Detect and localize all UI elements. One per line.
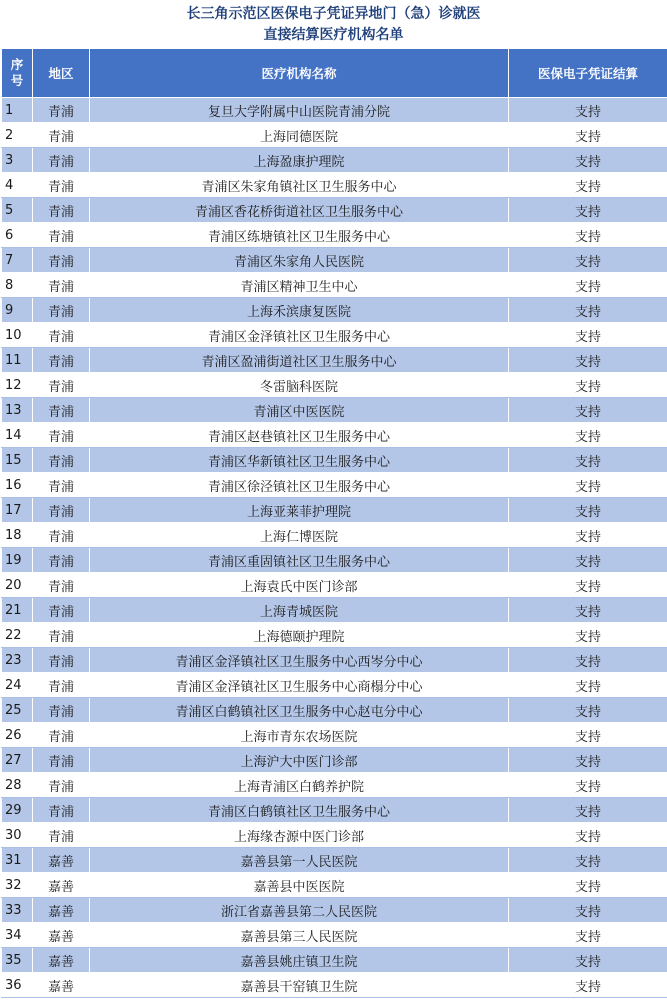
row-region: 青浦: [33, 698, 90, 723]
header-index-line-2: 号: [10, 73, 24, 88]
row-number: 14: [2, 423, 33, 448]
row-settlement-status: 支持: [509, 173, 667, 198]
row-number: 29: [2, 798, 33, 823]
row-number: 32: [2, 873, 33, 898]
row-institution-name: 上海市青东农场医院: [90, 723, 509, 748]
row-number: 1: [2, 98, 33, 123]
row-number: 21: [2, 598, 33, 623]
row-number: 23: [2, 648, 33, 673]
table-row: [2, 698, 667, 723]
row-institution-name: 上海禾滨康复医院: [90, 298, 509, 323]
row-institution-name: 上海盈康护理院: [90, 148, 509, 173]
row-institution-name: 浙江省嘉善县第二人民医院: [90, 898, 509, 923]
header-row: [2, 49, 667, 98]
row-region: 嘉善: [33, 923, 90, 948]
table-row: [2, 773, 667, 798]
row-settlement-status: 支持: [509, 823, 667, 848]
row-number: 17: [2, 498, 33, 523]
header-index-line-1: 序: [10, 57, 24, 72]
row-number: 36: [2, 973, 33, 998]
title-line-1: 长三角示范区医保电子凭证异地门（急）诊就医: [186, 6, 481, 22]
table-row: [2, 548, 667, 573]
row-region: 青浦: [33, 473, 90, 498]
row-region: 青浦: [33, 773, 90, 798]
row-settlement-status: 支持: [509, 448, 667, 473]
row-settlement-status: 支持: [509, 923, 667, 948]
row-settlement-status: 支持: [509, 323, 667, 348]
row-institution-name: 青浦区赵巷镇社区卫生服务中心: [90, 423, 509, 448]
table-row: [2, 373, 667, 398]
row-institution-name: 青浦区朱家角人民医院: [90, 248, 509, 273]
header-region: 地区: [33, 49, 90, 98]
table-row: [2, 248, 667, 273]
row-institution-name: 冬雷脑科医院: [90, 373, 509, 398]
table-row: [2, 298, 667, 323]
row-number: 8: [2, 273, 33, 298]
row-settlement-status: 支持: [509, 373, 667, 398]
row-region: 青浦: [33, 198, 90, 223]
row-region: 青浦: [33, 223, 90, 248]
row-institution-name: 上海青城医院: [90, 598, 509, 623]
row-number: 6: [2, 223, 33, 248]
row-number: 19: [2, 548, 33, 573]
row-settlement-status: 支持: [509, 973, 667, 998]
row-region: 嘉善: [33, 873, 90, 898]
row-number: 25: [2, 698, 33, 723]
row-settlement-status: 支持: [509, 498, 667, 523]
row-number: 33: [2, 898, 33, 923]
table-row: [2, 948, 667, 973]
table-row: [2, 323, 667, 348]
table-row: [2, 823, 667, 848]
row-number: 3: [2, 148, 33, 173]
table-row: [2, 748, 667, 773]
row-number: 16: [2, 473, 33, 498]
row-number: 18: [2, 523, 33, 548]
row-settlement-status: 支持: [509, 948, 667, 973]
row-region: 青浦: [33, 273, 90, 298]
row-institution-name: 嘉善县干窑镇卫生院: [90, 973, 509, 998]
table-row: [2, 198, 667, 223]
row-institution-name: 青浦区金泽镇社区卫生服务中心商榻分中心: [90, 673, 509, 698]
row-settlement-status: 支持: [509, 98, 667, 123]
row-settlement-status: 支持: [509, 573, 667, 598]
table-row: [2, 148, 667, 173]
row-region: 青浦: [33, 573, 90, 598]
row-region: 青浦: [33, 323, 90, 348]
row-number: 27: [2, 748, 33, 773]
table-row: [2, 448, 667, 473]
row-number: 13: [2, 398, 33, 423]
row-region: 青浦: [33, 648, 90, 673]
row-settlement-status: 支持: [509, 423, 667, 448]
row-institution-name: 青浦区香花桥街道社区卫生服务中心: [90, 198, 509, 223]
row-number: 35: [2, 948, 33, 973]
row-region: 青浦: [33, 623, 90, 648]
row-number: 24: [2, 673, 33, 698]
row-settlement-status: 支持: [509, 148, 667, 173]
table-row: [2, 173, 667, 198]
row-region: 青浦: [33, 348, 90, 373]
table-row: [2, 123, 667, 148]
row-settlement-status: 支持: [509, 348, 667, 373]
table-row: [2, 523, 667, 548]
row-settlement-status: 支持: [509, 473, 667, 498]
row-institution-name: 青浦区徐泾镇社区卫生服务中心: [90, 473, 509, 498]
row-settlement-status: 支持: [509, 623, 667, 648]
row-number: 31: [2, 848, 33, 873]
row-region: 青浦: [33, 98, 90, 123]
institution-table: [1, 48, 667, 998]
row-settlement-status: 支持: [509, 123, 667, 148]
row-region: 嘉善: [33, 973, 90, 998]
row-region: 青浦: [33, 823, 90, 848]
row-institution-name: 青浦区中医医院: [90, 398, 509, 423]
header-index: [2, 49, 33, 98]
row-institution-name: 青浦区精神卫生中心: [90, 273, 509, 298]
table-row: [2, 398, 667, 423]
row-institution-name: 嘉善县第三人民医院: [90, 923, 509, 948]
row-settlement-status: 支持: [509, 273, 667, 298]
row-number: 20: [2, 573, 33, 598]
table-row: [2, 473, 667, 498]
table-row: [2, 798, 667, 823]
row-number: 22: [2, 623, 33, 648]
row-institution-name: 青浦区白鹤镇社区卫生服务中心赵屯分中心: [90, 698, 509, 723]
header-settlement: 医保电子凭证结算: [509, 49, 667, 98]
row-region: 青浦: [33, 123, 90, 148]
row-settlement-status: 支持: [509, 223, 667, 248]
table-row: [2, 848, 667, 873]
row-region: 青浦: [33, 748, 90, 773]
row-settlement-status: 支持: [509, 548, 667, 573]
row-region: 青浦: [33, 723, 90, 748]
table-row: [2, 723, 667, 748]
row-institution-name: 上海同德医院: [90, 123, 509, 148]
row-settlement-status: 支持: [509, 873, 667, 898]
row-region: 青浦: [33, 798, 90, 823]
row-institution-name: 青浦区朱家角镇社区卫生服务中心: [90, 173, 509, 198]
table-row: [2, 348, 667, 373]
header-institution-name: 医疗机构名称: [90, 49, 509, 98]
row-institution-name: 上海亚莱菲护理院: [90, 498, 509, 523]
row-institution-name: 嘉善县中医医院: [90, 873, 509, 898]
row-region: 青浦: [33, 298, 90, 323]
table-row: [2, 498, 667, 523]
table-row: [2, 223, 667, 248]
row-institution-name: 上海缘杏源中医门诊部: [90, 823, 509, 848]
table-body: [2, 98, 667, 998]
row-institution-name: 青浦区盈浦街道社区卫生服务中心: [90, 348, 509, 373]
table-row: [2, 648, 667, 673]
row-settlement-status: 支持: [509, 723, 667, 748]
row-institution-name: 上海德颐护理院: [90, 623, 509, 648]
table-row: [2, 673, 667, 698]
row-settlement-status: 支持: [509, 648, 667, 673]
row-number: 7: [2, 248, 33, 273]
row-region: 青浦: [33, 498, 90, 523]
row-number: 5: [2, 198, 33, 223]
row-settlement-status: 支持: [509, 698, 667, 723]
row-region: 嘉善: [33, 898, 90, 923]
row-region: 青浦: [33, 173, 90, 198]
row-region: 青浦: [33, 598, 90, 623]
row-region: 嘉善: [33, 848, 90, 873]
row-region: 青浦: [33, 423, 90, 448]
table-row: [2, 898, 667, 923]
table-row: [2, 598, 667, 623]
row-number: 15: [2, 448, 33, 473]
row-settlement-status: 支持: [509, 673, 667, 698]
row-settlement-status: 支持: [509, 298, 667, 323]
row-region: 青浦: [33, 373, 90, 398]
row-settlement-status: 支持: [509, 198, 667, 223]
row-region: 青浦: [33, 248, 90, 273]
row-institution-name: 青浦区练塘镇社区卫生服务中心: [90, 223, 509, 248]
row-settlement-status: 支持: [509, 398, 667, 423]
table-row: [2, 973, 667, 998]
row-region: 青浦: [33, 523, 90, 548]
table-row: [2, 273, 667, 298]
row-number: 10: [2, 323, 33, 348]
row-region: 青浦: [33, 548, 90, 573]
row-number: 28: [2, 773, 33, 798]
row-settlement-status: 支持: [509, 748, 667, 773]
row-institution-name: 上海沪大中医门诊部: [90, 748, 509, 773]
table-row: [2, 573, 667, 598]
row-number: 26: [2, 723, 33, 748]
row-institution-name: 嘉善县第一人民医院: [90, 848, 509, 873]
row-number: 34: [2, 923, 33, 948]
row-settlement-status: 支持: [509, 598, 667, 623]
row-institution-name: 上海仁博医院: [90, 523, 509, 548]
row-number: 2: [2, 123, 33, 148]
row-institution-name: 上海青浦区白鹤养护院: [90, 773, 509, 798]
row-region: 青浦: [33, 148, 90, 173]
row-settlement-status: 支持: [509, 798, 667, 823]
row-institution-name: 上海袁氏中医门诊部: [90, 573, 509, 598]
table-row: [2, 923, 667, 948]
row-region: 青浦: [33, 398, 90, 423]
row-number: 11: [2, 348, 33, 373]
row-settlement-status: 支持: [509, 248, 667, 273]
table-row: [2, 423, 667, 448]
row-institution-name: 复旦大学附属中山医院青浦分院: [90, 98, 509, 123]
row-settlement-status: 支持: [509, 848, 667, 873]
row-institution-name: 青浦区华新镇社区卫生服务中心: [90, 448, 509, 473]
row-region: 青浦: [33, 448, 90, 473]
row-region: 嘉善: [33, 948, 90, 973]
row-number: 9: [2, 298, 33, 323]
row-region: 青浦: [33, 673, 90, 698]
row-institution-name: 青浦区金泽镇社区卫生服务中心西岑分中心: [90, 648, 509, 673]
row-settlement-status: 支持: [509, 523, 667, 548]
row-settlement-status: 支持: [509, 773, 667, 798]
row-institution-name: 青浦区重固镇社区卫生服务中心: [90, 548, 509, 573]
row-institution-name: 青浦区金泽镇社区卫生服务中心: [90, 323, 509, 348]
table-row: [2, 623, 667, 648]
row-number: 12: [2, 373, 33, 398]
document-title: [0, 0, 667, 48]
table-row: [2, 98, 667, 123]
row-institution-name: 青浦区白鹤镇社区卫生服务中心: [90, 798, 509, 823]
table-row: [2, 873, 667, 898]
table-header: [2, 49, 667, 98]
row-number: 4: [2, 173, 33, 198]
row-institution-name: 嘉善县姚庄镇卫生院: [90, 948, 509, 973]
row-number: 30: [2, 823, 33, 848]
row-settlement-status: 支持: [509, 898, 667, 923]
title-line-2: 直接结算医疗机构名单: [263, 27, 404, 43]
